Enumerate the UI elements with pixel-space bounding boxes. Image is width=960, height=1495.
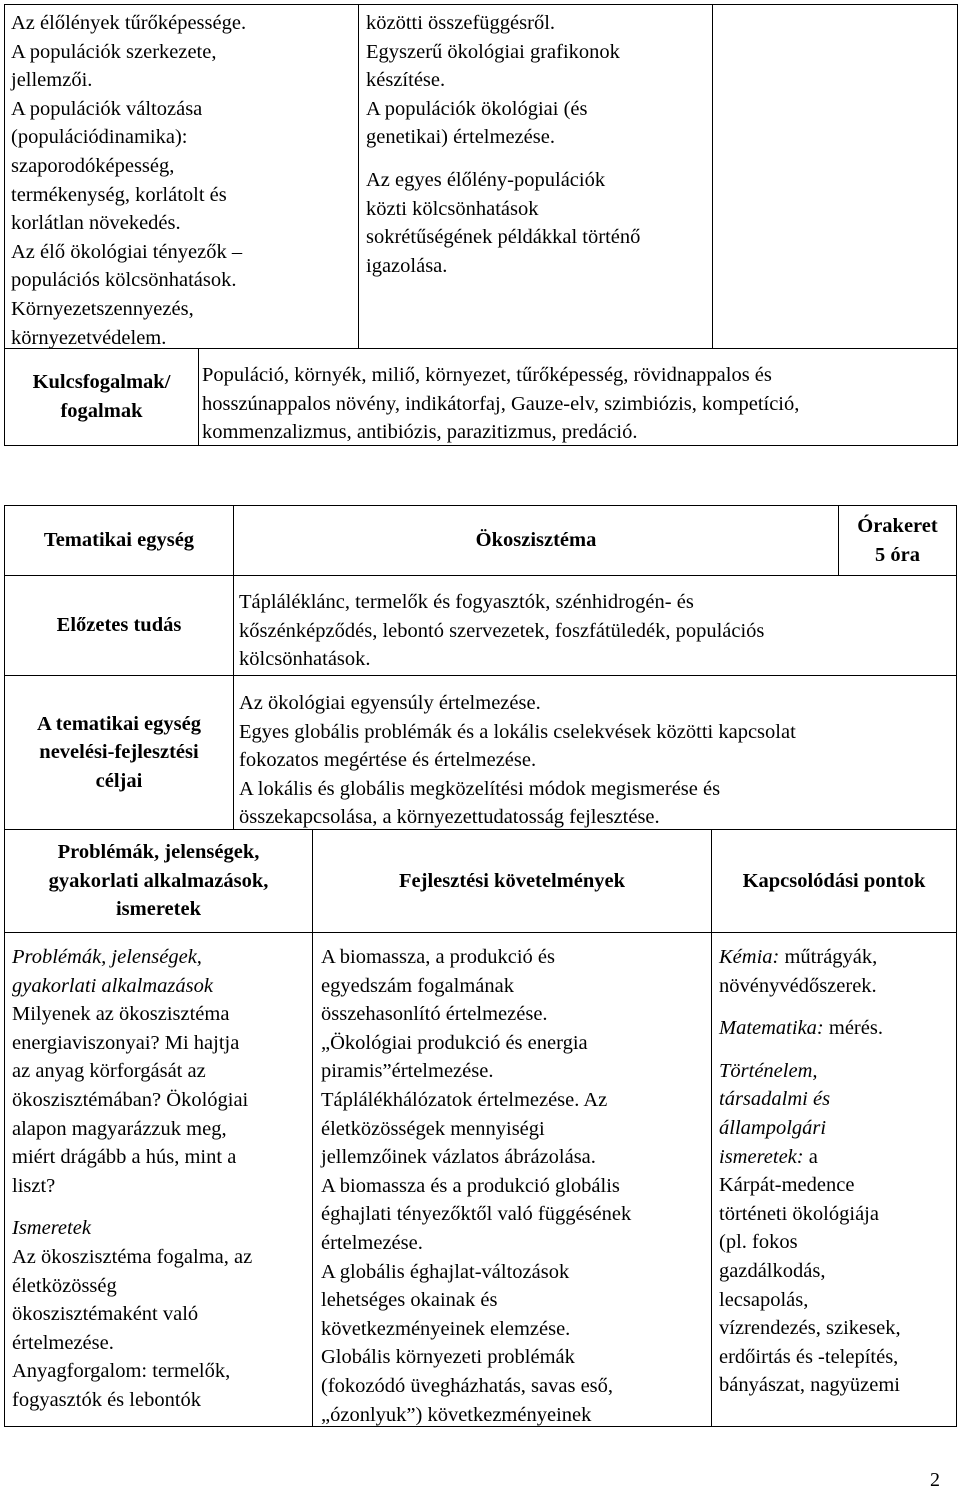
- topics-line: jellemzői.: [11, 69, 93, 92]
- problems-column: Problémák, jelenségek, gyakorlati alkalmazások Milyenek az ökoszisztéma energiaviszonyai? Mi hajtja az anyag körforgását az ökoszisztémában? Ökológiai alapon magyarázzuk meg, miért drágább a hús, mint a liszt? Ismeretek Az ökoszisztéma fogalma, az életközösség ökoszisztémaként való értelmezése. Anyagforgalom: termelők, fogyasztók és lebontók: [12, 946, 253, 1411]
- requirements-line: készítése.: [366, 69, 446, 92]
- requirements-line: Az egyes élőlény-populációk: [366, 168, 606, 191]
- topics-line: populációs kölcsönhatások.: [11, 269, 237, 292]
- key-concepts-text: Populáció, környék, miliő, környezet, tűrőképesség, rövidnappalos és hosszúnappalos növény, indikátorfaj, Gauze-elv, szimbiózis, kompetíció, kommenzalizmus, antibiózis, parazitizmus, predáció.: [202, 364, 800, 444]
- topics-line: Az élőlények tűrőképessége.: [11, 12, 247, 34]
- topics-line: Az élő ökológiai tényezők –: [11, 240, 243, 263]
- topics-line: szaporodóképesség,: [11, 154, 175, 177]
- prior-knowledge-text: Tápláléklánc, termelők és fogyasztók, szénhidrogén- és kőszénképződés, lebontó szervezetek, foszfátüledék, populációs kölcsönhatások.: [239, 591, 765, 671]
- connections-column: Kémia: műtrágyák, növényvédőszerek. Matematika: mérés. Történelem, társadalmi és állampolgári ismeretek: a Kárpát-medence történeti ökológiája (pl. fokos gazdálkodás, lecsapolás, vízrendezés, szikesek, erdőirtás és -telepítés, bányászat, nagyüzemi: [719, 946, 901, 1397]
- topics-line: korlátlan növekedés.: [11, 212, 181, 235]
- connection-points-header: Kapcsolódási pontok: [742, 869, 926, 892]
- requirements-line: A populációk ökológiai (és: [366, 97, 588, 120]
- goals-label: A tematikai egység nevelési-fejlesztési céljai: [37, 712, 201, 792]
- requirements-line: közötti összefüggésről.: [366, 12, 556, 34]
- requirements-line: közti kölcsönhatások: [366, 197, 539, 220]
- chemistry-label: Kémia:: [719, 946, 780, 968]
- topics-line: termékenység, korlátolt és: [11, 183, 227, 206]
- history-label: ismeretek:: [719, 1145, 804, 1168]
- unit-title: Ökoszisztéma: [475, 529, 597, 552]
- topics-line: A populációk szerkezete,: [11, 40, 217, 63]
- topics-line: Környezetszennyezés,: [11, 297, 194, 320]
- requirements-line: Egyszerű ökológiai grafikonok: [366, 40, 620, 63]
- top-table: [4, 4, 958, 446]
- prior-knowledge-label: Előzetes tudás: [56, 614, 182, 637]
- requirements-line: igazolása.: [366, 254, 448, 277]
- requirements-line: genetikai) értelmezése.: [366, 126, 555, 149]
- hours-label: Órakeret: [857, 514, 938, 537]
- page-number: 2: [930, 1469, 940, 1491]
- math-label: Matematika:: [719, 1017, 824, 1040]
- topics-line: A populációk változása: [11, 97, 203, 120]
- development-requirements-header: Fejlesztési követelmények: [399, 869, 625, 892]
- requirements-column: A biomassza, a produkció és egyedszám fogalmának összehasonlító értelmezése. „Ökológiai produkció és energia piramis”értelmezése. Táplálékhálózatok értelmezése. Az életközösségek mennyiségi jellemzőinek vázlatos ábrázolása. A biomassza és a produkció globális éghajlati tényezőktől való függésének értelmezése. A globális éghajlat-változások lehetséges okainak és következményeinek elemzése. Globális környezeti problémák (fokozódó üvegházhatás, savas eső, „ózonlyuk”) következményeinek: [321, 946, 632, 1426]
- topics-cell: [11, 9, 355, 352]
- topics-line: (populációdinamika):: [11, 126, 188, 149]
- key-concepts-label: Kulcsfogalmak/ fogalmak: [32, 370, 171, 422]
- problems-header: Problémák, jelenségek, gyakorlati alkalmazások, ismeretek: [48, 841, 269, 921]
- unit-label: Tematikai egység: [43, 529, 195, 552]
- unit-table: [4, 505, 957, 1427]
- topics-line: környezetvédelem.: [11, 326, 167, 349]
- goals-text: Az ökológiai egyensúly értelmezése. Egyes globális problémák és a lokális cselekvések közötti kapcsolat fokozatos megértése és értelmezése. A lokális és globális megközelítési módok megismerése és összekapcsolása, a környezettudatosság fejlesztése.: [239, 692, 796, 829]
- hours-value: 5 óra: [875, 543, 920, 566]
- hours-cell: [839, 506, 956, 575]
- requirements-line: sokrétűségének példákkal történő: [366, 226, 641, 249]
- requirements-cell: [366, 9, 710, 280]
